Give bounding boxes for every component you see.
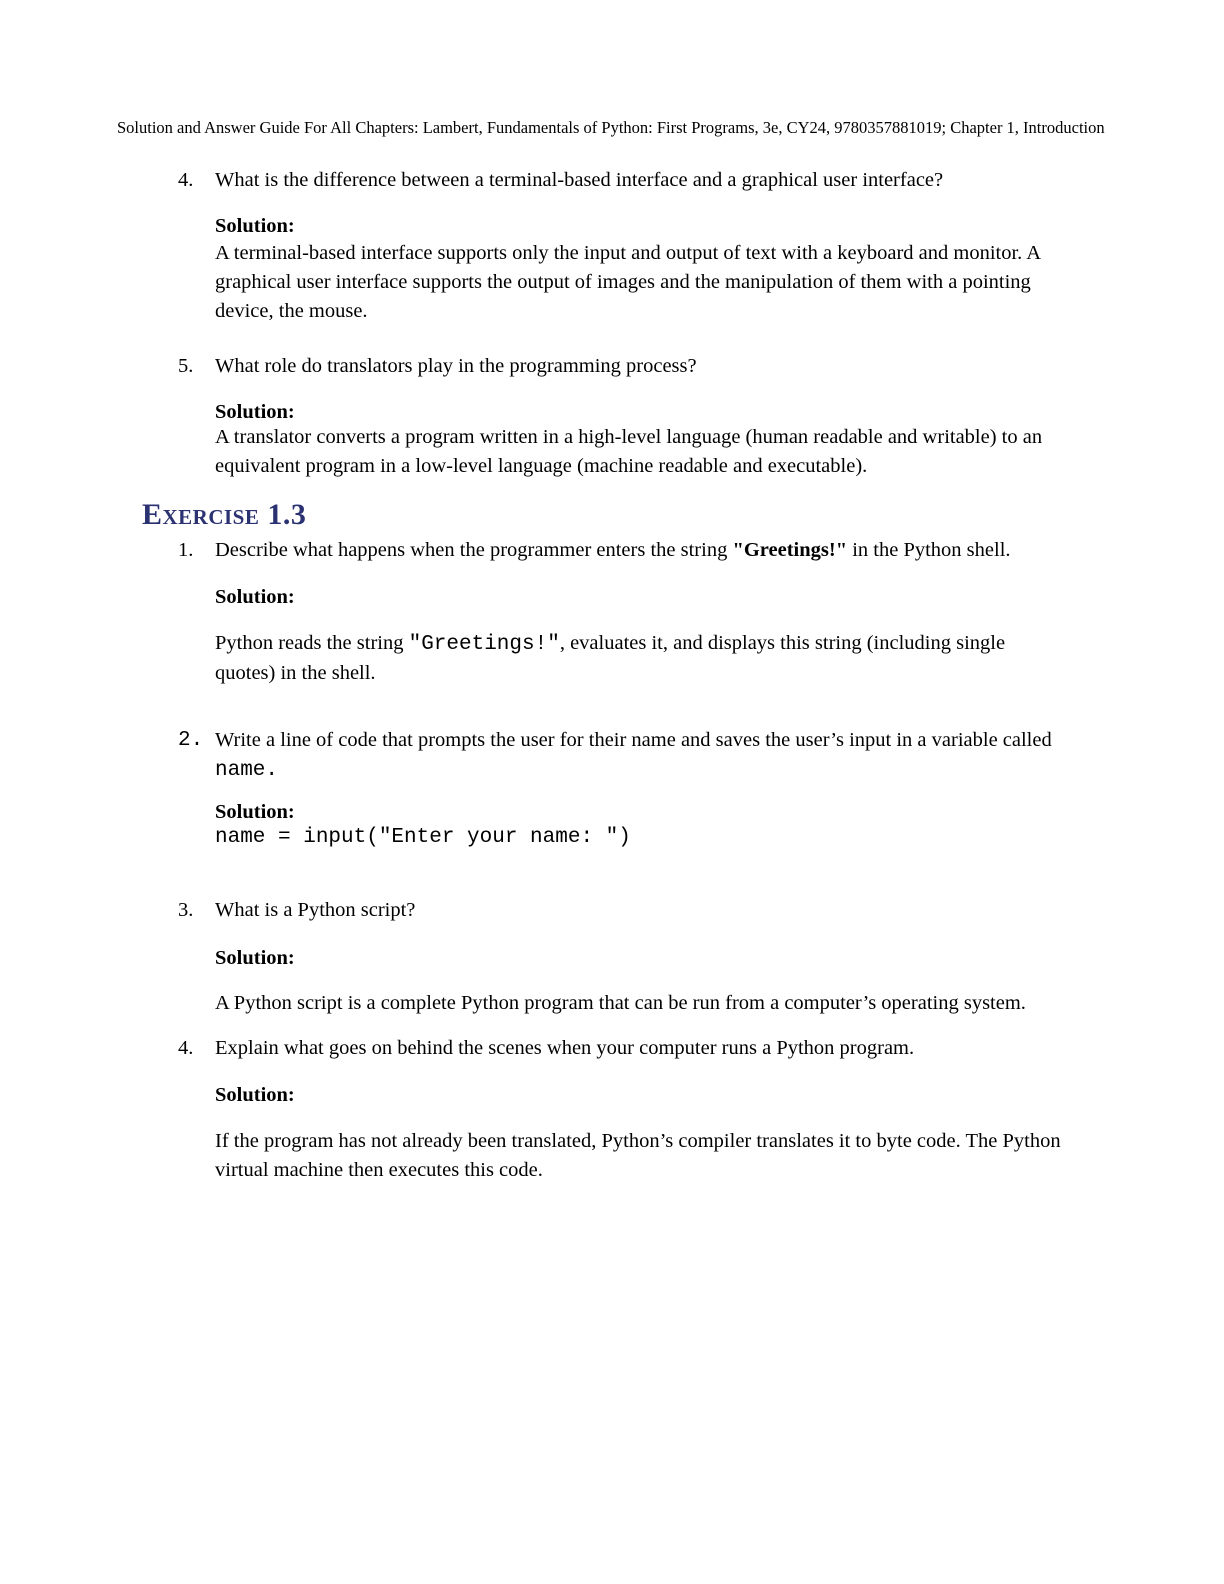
question-text — [215, 536, 1065, 565]
solution-label: Solution: — [215, 801, 295, 823]
solution-text-post: , evaluates it, and displays this string (including single quotes) in the shell. — [215, 632, 1006, 684]
solution-text: A translator converts a program written in a high-level language (human readable and writable) to an equivalent program in a low-level language (machine readable and executable). — [215, 426, 1043, 477]
solution-text: If the program has not already been translated, Python’s compiler translates it to byte code. The Python virtual machine then executes this code. — [215, 1130, 1061, 1181]
page-header: Solution and Answer Guide For All Chapters: Lambert, Fundamentals of Python: First Programs, 3e, CY24, 9780357881019; Chapter 1, Introduction — [117, 118, 1105, 137]
section-heading: Exercise 1.3 — [142, 498, 307, 531]
inline-code: "Greetings!" — [408, 633, 560, 656]
question-item — [178, 352, 1070, 381]
solution-label: Solution: — [215, 947, 295, 969]
solution-label: Solution: — [215, 586, 295, 608]
question-item — [178, 536, 1070, 565]
solution-label: Solution: — [215, 401, 295, 423]
question-text: Explain what goes on behind the scenes when your computer runs a Python program. — [215, 1037, 915, 1059]
question-text: What is the difference between a terminal-based interface and a graphical user interface? — [215, 169, 944, 191]
code-line: name = input("Enter your name: ") — [215, 826, 631, 849]
question-item — [178, 726, 1070, 785]
solution-text-pre: Python reads the string — [215, 632, 409, 654]
question-item — [178, 1034, 1070, 1063]
question-number: 1. — [178, 539, 194, 561]
inline-code: name. — [215, 759, 279, 782]
question-text-pre: Describe what happens when the programmer enters the string — [215, 539, 733, 561]
question-number: 2. — [178, 729, 204, 752]
question-text — [215, 726, 1065, 785]
question-text-post: in the Python shell. — [847, 539, 1011, 561]
solution-label: Solution: — [215, 1084, 295, 1106]
question-text: What is a Python script? — [215, 899, 416, 921]
question-number: 4. — [178, 169, 194, 191]
question-item — [178, 166, 1070, 195]
solution-text: A terminal-based interface supports only the input and output of text with a keyboard and monitor. A graphical user interface supports the output of images and the manipulation of them with a pointing device, the mouse. — [215, 242, 1040, 322]
question-text-main: Write a line of code that prompts the user for their name and saves the user’s input in a variable called — [215, 729, 1052, 751]
solution-text: A Python script is a complete Python program that can be run from a computer’s operating system. — [215, 992, 1026, 1014]
question-item — [178, 896, 1070, 925]
solution-label: Solution: — [215, 215, 295, 237]
question-number: 5. — [178, 355, 194, 377]
question-text-emphasis: "Greetings!" — [732, 539, 848, 561]
question-text: What role do translators play in the programming process? — [215, 355, 697, 377]
solution-text — [215, 629, 1070, 688]
question-number: 4. — [178, 1037, 194, 1059]
question-number: 3. — [178, 899, 194, 921]
